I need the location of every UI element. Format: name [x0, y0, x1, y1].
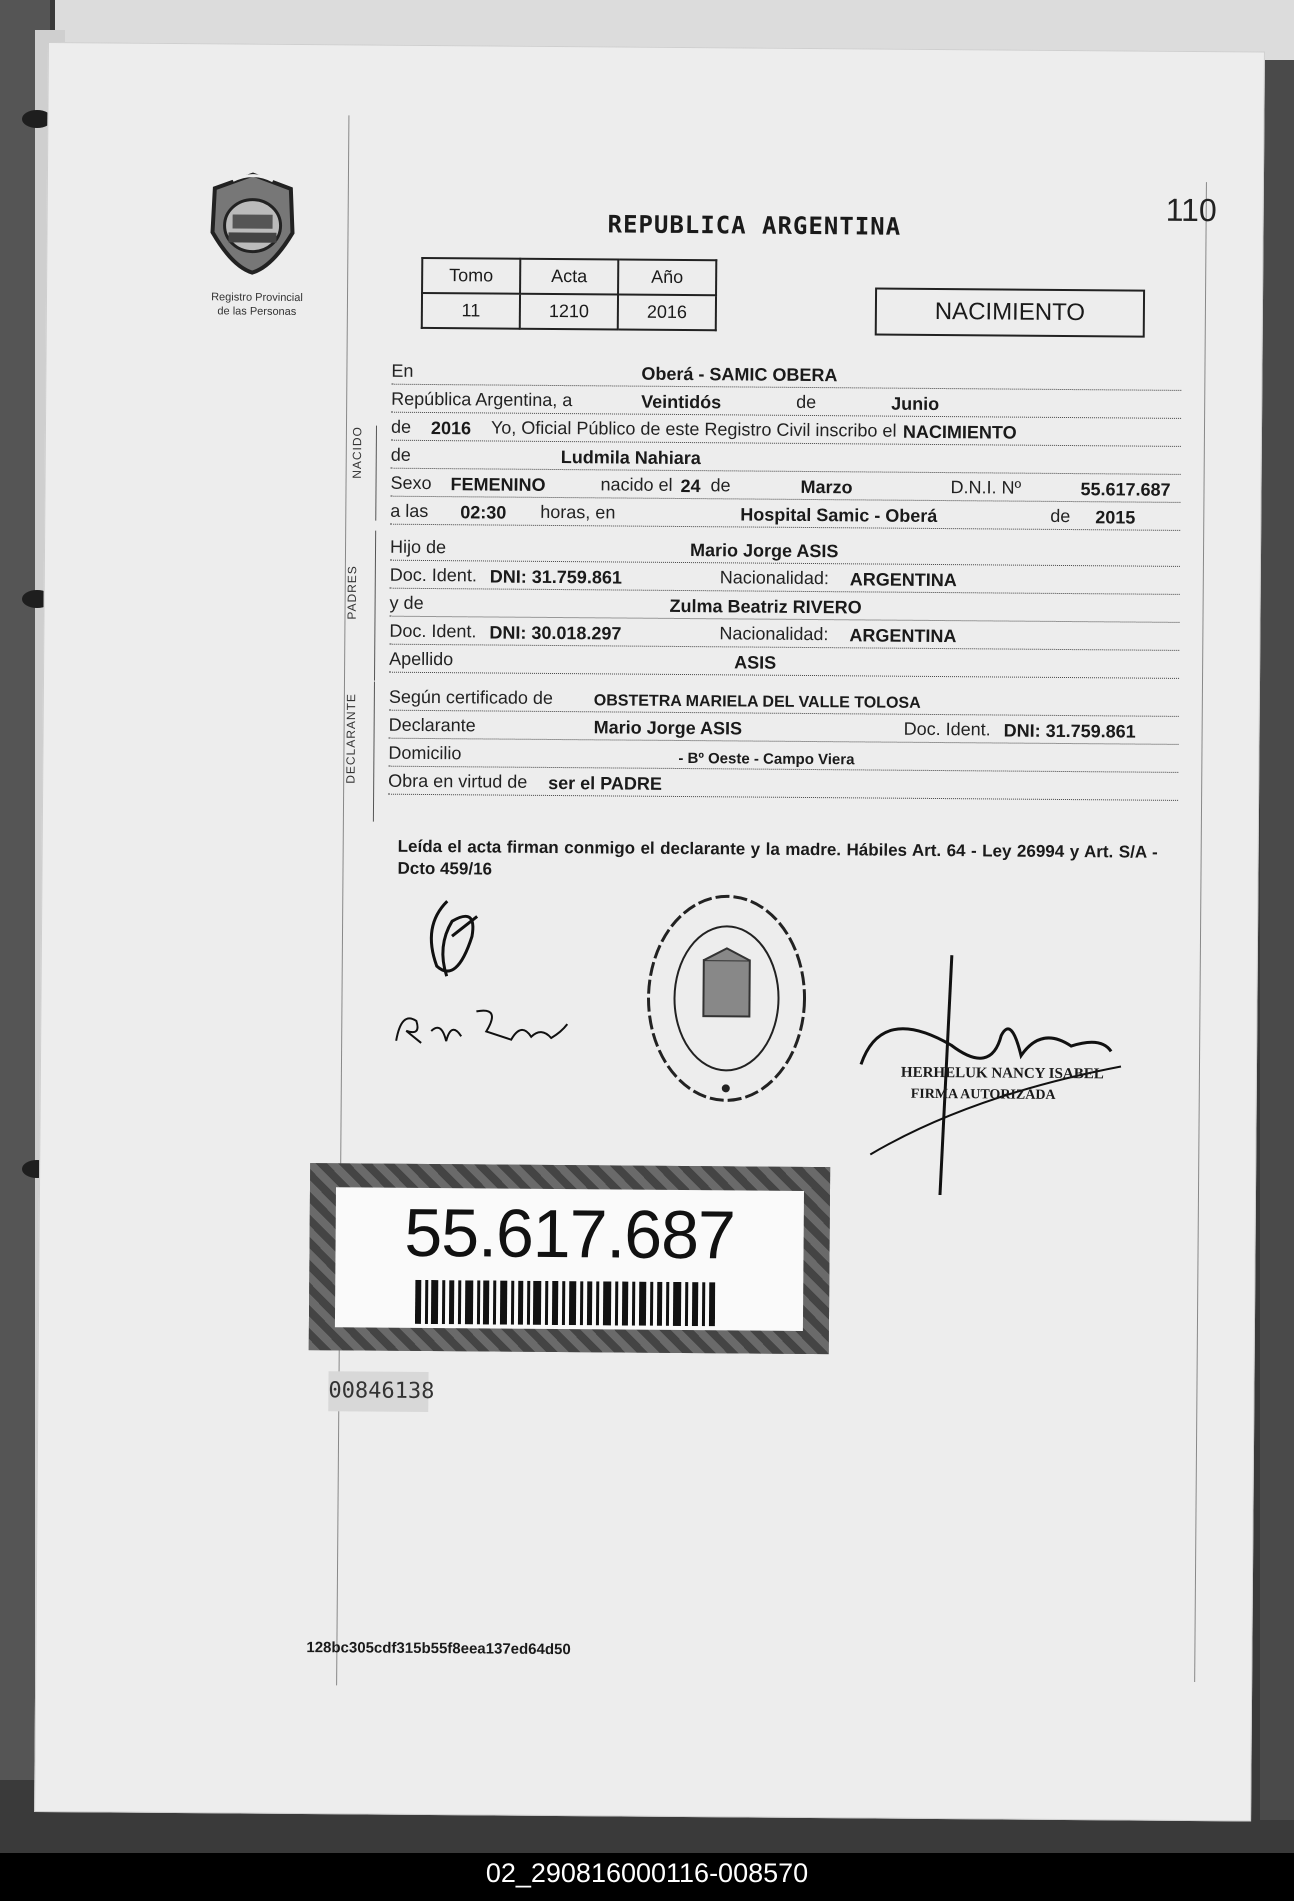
closing-statement: Leída el acta firman conmigo el declarante y la madre. Hábiles Art. 64 - Ley 26994 y Art. S/A - Dcto 459/16 — [397, 836, 1158, 879]
mother-signature — [391, 1001, 571, 1052]
label-de: de — [1050, 505, 1071, 527]
value-birth-month: Marzo — [800, 476, 853, 498]
value-birth-day: 24 — [680, 475, 701, 497]
label-hijo-de: Hijo de — [389, 536, 447, 558]
value-apellido: ASIS — [734, 652, 777, 673]
table-header-tomo: Tomo — [422, 258, 520, 294]
scan-file-id: 02_290816000116-008570 — [485, 1858, 809, 1888]
label-doc-ident: Doc. Ident. — [903, 718, 991, 740]
barcode-number: 55.617.687 — [404, 1194, 736, 1274]
label-de: de — [390, 416, 412, 437]
value-sexo: FEMENINO — [450, 474, 546, 495]
record-type-box: NACIMIENTO — [875, 288, 1145, 338]
value-certificate: OBSTETRA MARIELA DEL VALLE TOLOSA — [593, 692, 921, 712]
value-act: NACIMIENTO — [902, 421, 1017, 443]
value-time: 02:30 — [460, 502, 507, 523]
value-birth-year: 2015 — [1095, 507, 1136, 528]
label-oficial: Yo, Oficial Público de este Registro Civil inscribo el — [490, 417, 897, 441]
label-y-de: y de — [389, 592, 424, 613]
value-father-nationality: ARGENTINA — [849, 569, 957, 591]
label-de: de — [710, 475, 731, 496]
label-de: de — [796, 391, 817, 413]
value-month: Junio — [891, 393, 940, 415]
label-domicilio: Domicilio — [388, 742, 462, 764]
official-seal — [641, 888, 813, 1109]
background-page — [1260, 60, 1294, 1820]
value-father: Mario Jorge ASIS — [689, 540, 839, 562]
value-father-doc: DNI: 31.759.861 — [489, 566, 622, 588]
official-title: FIRMA AUTORIZADA — [910, 1086, 1056, 1103]
table-value-acta: 1210 — [520, 294, 618, 330]
table-value-tomo: 11 — [422, 293, 520, 329]
label-nacionalidad: Nacionalidad: — [719, 623, 829, 645]
label-nacido-el: nacido el — [600, 474, 673, 495]
dni-barcode-sticker — [309, 1163, 830, 1354]
declarant-signature — [417, 896, 488, 987]
value-dni: 55.617.687 — [1080, 479, 1171, 500]
section-bracket — [373, 682, 375, 822]
row-apellido — [389, 644, 1179, 679]
table-value-ano: 2016 — [618, 294, 716, 330]
right-margin-line — [1194, 182, 1207, 1682]
table-header-acta: Acta — [520, 259, 618, 295]
label-nacionalidad: Nacionalidad: — [719, 567, 829, 589]
label-dni: D.N.I. Nº — [950, 477, 1022, 498]
registry-caption-line: de las Personas — [217, 305, 297, 318]
row-obra — [388, 766, 1178, 801]
label-de: de — [390, 444, 411, 465]
tomo-acta-ano-table — [421, 257, 718, 331]
value-declarante-doc: DNI: 31.759.861 — [1003, 720, 1136, 742]
barcode-label — [335, 1187, 804, 1331]
value-mother-nationality: ARGENTINA — [849, 625, 957, 647]
label-obra: Obra en virtud de — [388, 770, 528, 792]
registry-caption-line: Registro Provincial — [211, 291, 303, 305]
table-header-ano: Año — [618, 259, 716, 295]
document-title: REPUBLICA ARGENTINA — [607, 210, 902, 241]
row-a-las — [390, 496, 1180, 531]
value-mother: Zulma Beatriz RIVERO — [669, 595, 862, 618]
label-a-las: a las — [390, 500, 429, 522]
document-hash: 128bc305cdf315b55f8eea137ed64d50 — [306, 1639, 571, 1659]
value-obra: ser el PADRE — [548, 772, 662, 794]
value-child-name: Ludmila Nahiara — [560, 447, 701, 469]
official-name: HERHELUK NANCY ISABEL — [900, 1064, 1104, 1083]
label-apellido: Apellido — [389, 648, 454, 670]
label-segun-certificado: Según certificado de — [388, 686, 554, 708]
label-doc-ident: Doc. Ident. — [389, 564, 477, 586]
label-doc-ident: Doc. Ident. — [389, 620, 477, 642]
section-label-nacido: NACIDO — [349, 426, 365, 479]
left-margin-line — [336, 115, 349, 1685]
label-sexo: Sexo — [390, 472, 432, 494]
label-en: En — [391, 360, 414, 381]
value-day: Veintidós — [641, 391, 722, 413]
value-mother-doc: DNI: 30.018.297 — [489, 622, 622, 644]
barcode-bars — [415, 1280, 715, 1326]
label-declarante: Declarante — [388, 714, 476, 736]
page-number: 110 — [1165, 191, 1217, 229]
value-year: 2016 — [430, 418, 472, 439]
value-birth-place: Hospital Samic - Oberá — [740, 504, 938, 526]
registry-caption — [182, 290, 332, 319]
value-place: Oberá - SAMIC OBERA — [641, 363, 838, 386]
label-republica: República Argentina, a — [391, 388, 573, 411]
section-bracket — [374, 531, 376, 681]
section-bracket — [375, 426, 377, 521]
birth-certificate-page — [34, 42, 1265, 1822]
control-number: 00846138 — [328, 1371, 428, 1412]
misiones-coat-of-arms-logo — [202, 170, 303, 277]
value-declarante-name: Mario Jorge ASIS — [593, 717, 743, 739]
section-label-padres: PADRES — [344, 565, 360, 620]
value-domicilio: - Bº Oeste - Campo Viera — [678, 749, 855, 769]
section-label-declarante: DECLARANTE — [343, 693, 359, 784]
label-horas: horas, en — [540, 501, 616, 523]
